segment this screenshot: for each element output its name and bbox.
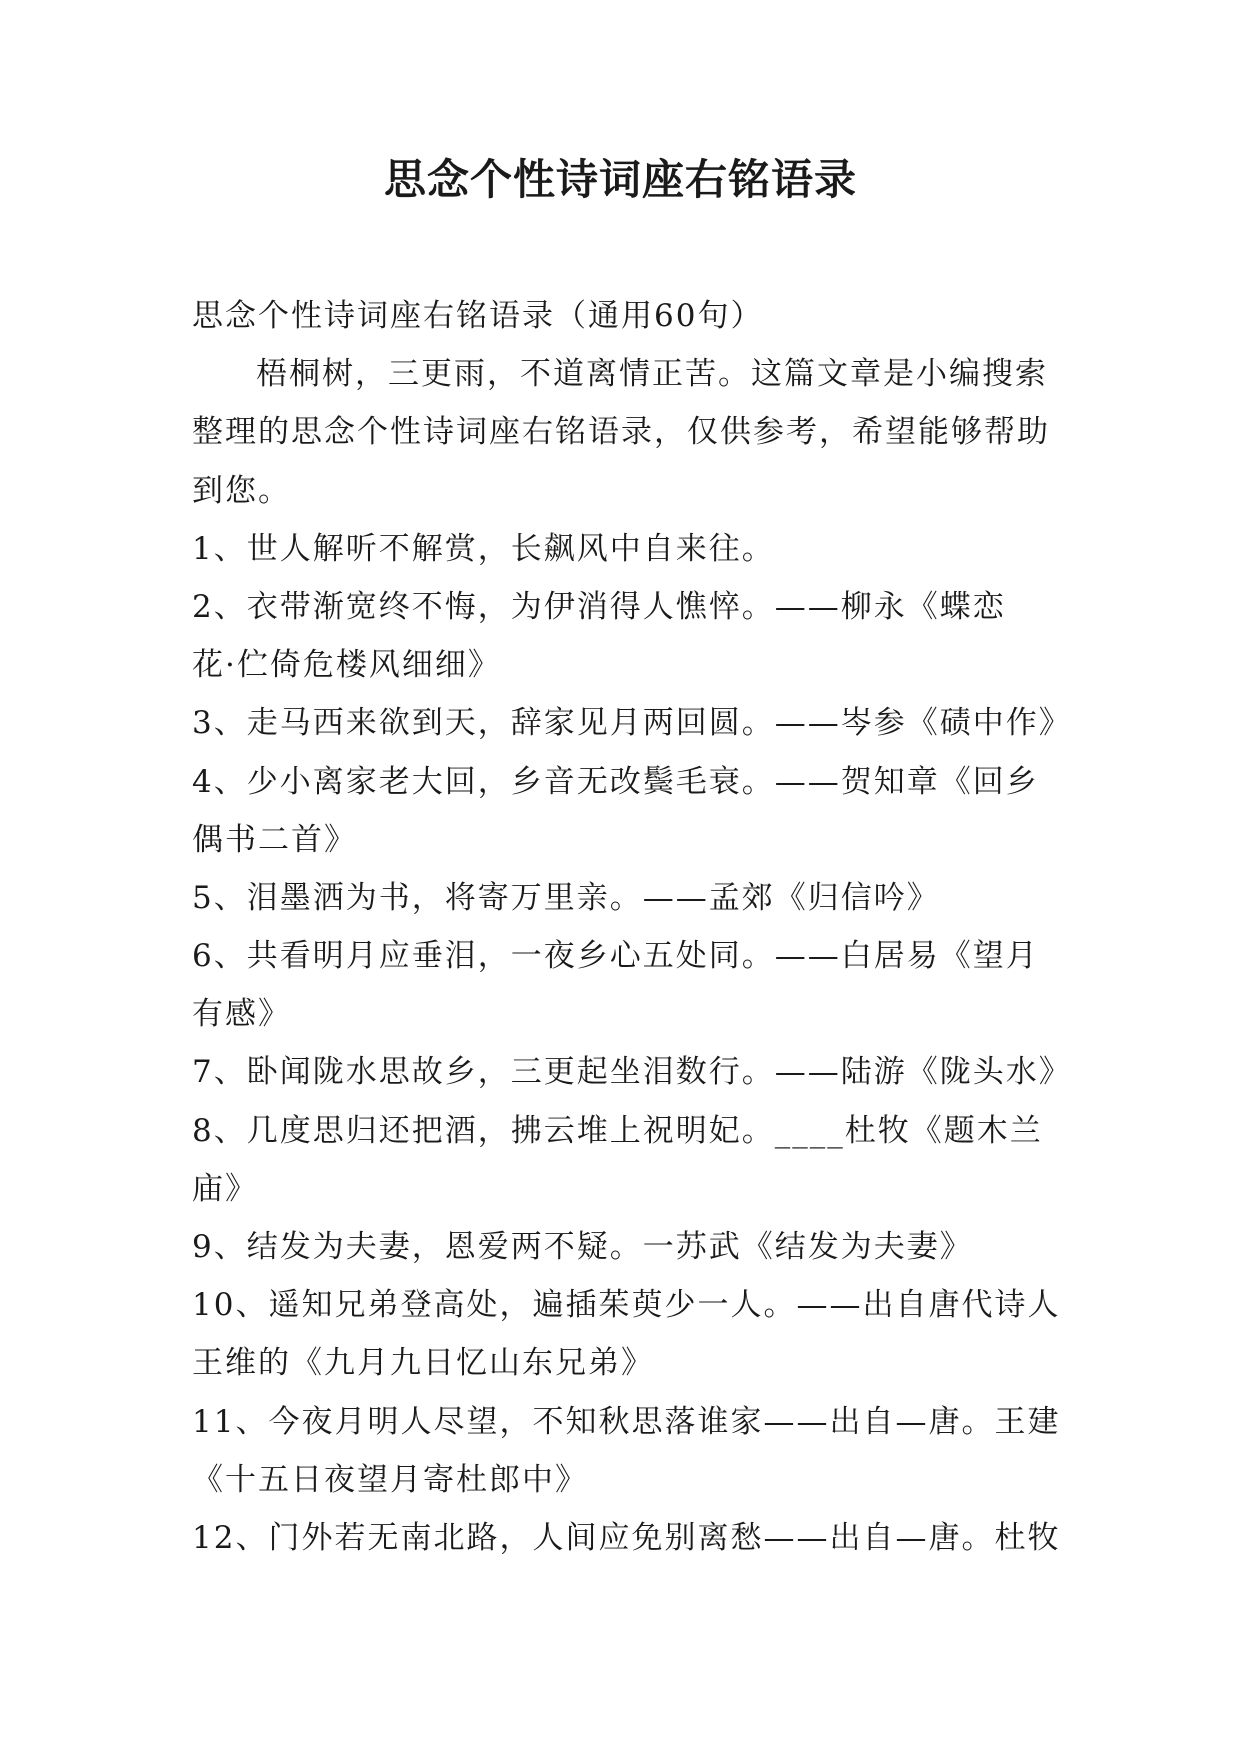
quote-line: 10、遥知兄弟登高处，遍插茱萸少一人。——出自唐代诗人: [192, 1287, 1061, 1324]
quote-line: 花·伫倚危楼风细细》: [192, 647, 501, 684]
quote-line: 12、门外若无南北路，人间应免别离愁——出自—唐。杜牧: [192, 1519, 1061, 1556]
quote-line: 庙》: [192, 1170, 258, 1207]
intro-line-3: 到您。: [192, 472, 291, 509]
subtitle-line: 思念个性诗词座右铭语录（通用60句）: [192, 298, 764, 334]
quote-line: 王维的《九月九日忆山东兄弟》: [192, 1345, 654, 1382]
quote-line: 8、几度思归还把酒，拂云堆上祝明妃。____杜牧《题木兰: [192, 1112, 1043, 1149]
quote-line: 有感》: [192, 996, 291, 1033]
quote-line: 2、衣带渐宽终不悔，为伊消得人憔悴。——柳永《蝶恋: [192, 588, 1006, 625]
document-title: 思念个性诗词座右铭语录: [383, 155, 857, 204]
quote-line: 1、世人解听不解赏，长飙风中自来往。: [192, 530, 775, 567]
quote-line: 4、少小离家老大回，乡音无改鬓毛衰。——贺知章《回乡: [192, 763, 1039, 800]
quote-line: 6、共看明月应垂泪，一夜乡心五处同。——白居易《望月: [192, 938, 1039, 975]
quote-line: 《十五日夜望月寄杜郎中》: [192, 1461, 588, 1498]
intro-line-2: 整理的思念个性诗词座右铭语录，仅供参考，希望能够帮助: [192, 414, 1050, 451]
quote-line: 偶书二首》: [192, 821, 357, 858]
quote-line: 3、走马西来欲到天，辞家见月两回圆。——岑参《碛中作》: [192, 705, 1072, 742]
quote-line: 9、结发为夫妻，恩爱两不疑。一苏武《结发为夫妻》: [192, 1229, 973, 1265]
intro-line-1: 梧桐树，三更雨，不道离情正苦。这篇文章是小编搜索: [256, 356, 1048, 393]
quote-line: 11、今夜月明人尽望，不知秋思落谁家——出自—唐。王建: [192, 1403, 1061, 1440]
quote-line: 7、卧闻陇水思故乡，三更起坐泪数行。——陆游《陇头水》: [192, 1054, 1072, 1091]
document-body: [192, 287, 1072, 1567]
quote-line: 5、泪墨洒为书，将寄万里亲。——孟郊《归信吟》: [192, 879, 940, 916]
